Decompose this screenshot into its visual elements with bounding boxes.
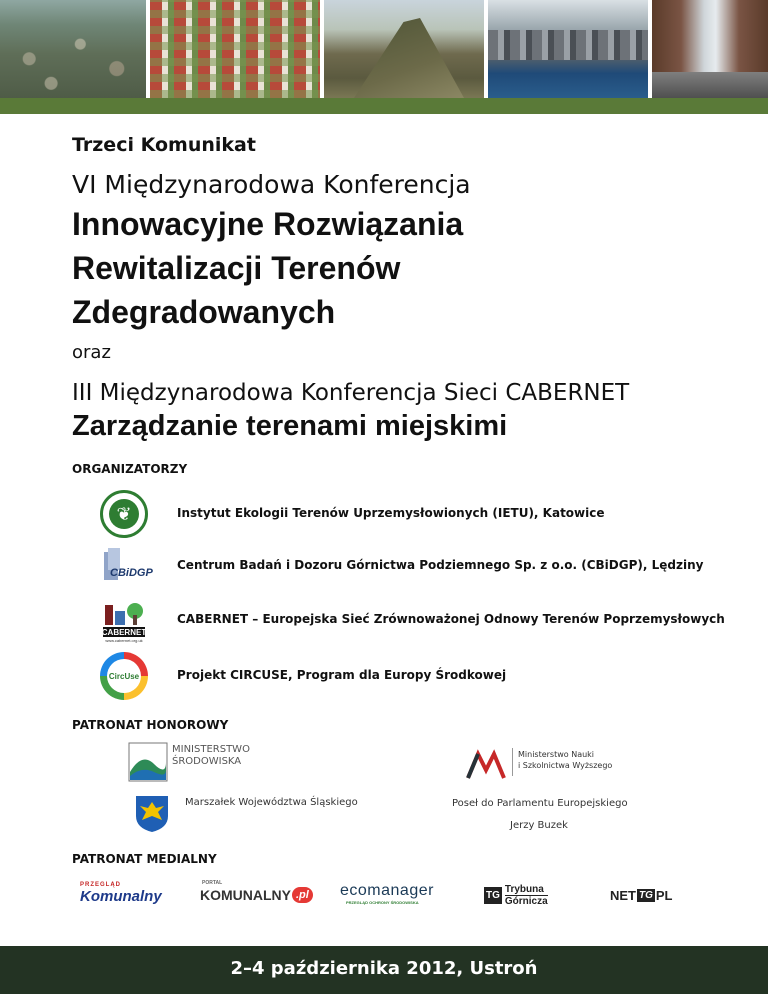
cabernet-logo-url: www.cabernet.org.uk: [105, 638, 143, 643]
ministry-science-line2: i Szkolnictwa Wyższego: [518, 761, 613, 770]
nettg-tg-text: TG: [639, 889, 653, 901]
marshal-label: Marszałek Województwa Śląskiego: [185, 797, 358, 808]
green-divider-bar: [0, 98, 768, 114]
komunalny-pl-small-text: PORTAL: [202, 880, 223, 886]
organizer-label: CABERNET – Europejska Sieć Zrównoważonej Odnowy Terenów Poprzemysłowych: [177, 612, 725, 626]
conference-subtitle: Zarządzanie terenami miejskimi: [72, 410, 508, 442]
organizer-cbidgp: [100, 542, 740, 594]
photo-housing-estate: [150, 0, 320, 98]
header-photo-strip: [0, 0, 768, 98]
ministry-science-line1: Ministerstwo Nauki: [518, 750, 595, 759]
cbidgp-mark-icon: [102, 546, 153, 586]
photo-industrial-waterfront: [488, 0, 648, 98]
ministry-environment-line2: ŚRODOWISKA: [172, 756, 242, 767]
conference-1-name: VI Międzynarodowa Konferencja: [72, 170, 471, 199]
organizer-label: Projekt CIRCUSE, Program dla Europy Środkowej: [177, 668, 507, 682]
ministry-science-logo: [454, 742, 618, 784]
organizer-label: Centrum Badań i Dozoru Górnictwa Podziemnego Sp. z o.o. (CBiDGP), Lędziny: [177, 558, 704, 572]
ecomanager-main-text: ecomanager: [340, 882, 434, 899]
organizer-ietu: [100, 490, 740, 542]
przeglad-komunalny-logo: [80, 882, 162, 908]
przeglad-small-text: PRZEGLĄD: [80, 882, 121, 888]
circuse-logo-text: CircUse: [107, 659, 141, 693]
circuse-logo: [100, 652, 148, 700]
eagle-shield-icon: [134, 794, 170, 834]
nettg-pl-logo: [610, 882, 673, 908]
event-date-location: 2–4 października 2012, Ustroń: [230, 958, 538, 979]
tg-mark-icon: TG: [484, 887, 502, 904]
cbidgp-logo: [100, 542, 153, 590]
organizer-circuse: [100, 652, 740, 704]
trybuna-text: Trybuna: [505, 884, 548, 896]
leaf-icon: ❦: [109, 499, 139, 529]
honorary-patronage-heading: PATRONAT HONOROWY: [72, 718, 229, 732]
ministry-environment-icon: [128, 742, 168, 782]
cabernet-mark-icon: [101, 597, 147, 643]
gornicza-text: Górnicza: [504, 895, 548, 907]
komunalny-pl-logo: [200, 880, 309, 908]
photo-aerial-town: [0, 0, 146, 98]
mep-name: Jerzy Buzek: [510, 820, 568, 831]
conference-title: [72, 202, 712, 334]
photo-spoil-heap: [324, 0, 484, 98]
cabernet-logo: [100, 596, 148, 644]
ecomanager-small-text: PRZEGLĄD OCHRONY ŚRODOWISKA: [346, 900, 419, 905]
nettg-pl-text: PL: [655, 887, 673, 903]
title-line-3: Zdegradowanych: [72, 294, 336, 330]
conjunction-text: oraz: [72, 342, 111, 363]
komunalny-pl-suffix: .pl: [292, 887, 313, 903]
media-patronage-heading: PATRONAT MEDIALNY: [72, 852, 217, 866]
conference-2-name: III Międzynarodowa Konferencja Sieci CABERNET: [72, 380, 630, 406]
title-line-2: Rewitalizacji Terenów: [72, 250, 401, 286]
communique-label: Trzeci Komunikat: [72, 134, 256, 156]
ietu-logo: [100, 490, 148, 538]
ministry-science-icon: [466, 750, 506, 780]
ecomanager-logo: [340, 882, 440, 908]
cabernet-logo-text: CABERNET: [101, 628, 147, 637]
title-line-1: Innowacyjne Rozwiązania: [72, 206, 464, 242]
cbidgp-logo-text: CBiDGP: [110, 567, 153, 579]
organizer-label: Instytut Ekologii Terenów Uprzemysłowionych (IETU), Katowice: [177, 506, 605, 520]
organizer-cabernet: [100, 596, 740, 648]
ministry-environment-line1: MINISTERSTWO: [172, 744, 250, 755]
ministry-science-divider: [512, 748, 513, 776]
przeglad-main-text: Komunalny: [80, 888, 162, 905]
silesia-coat-of-arms: [134, 794, 170, 834]
footer-bar: [0, 946, 768, 994]
organizers-heading: ORGANIZATORZY: [72, 462, 188, 476]
mep-label: Poseł do Parlamentu Europejskiego: [452, 798, 628, 809]
photo-brick-street: [652, 0, 768, 98]
trybuna-gornicza-logo: [484, 882, 548, 908]
nettg-net-text: NET: [610, 887, 636, 903]
ministry-environment-logo: [128, 742, 248, 782]
komunalny-pl-main-text: KOMUNALNY: [200, 887, 291, 903]
